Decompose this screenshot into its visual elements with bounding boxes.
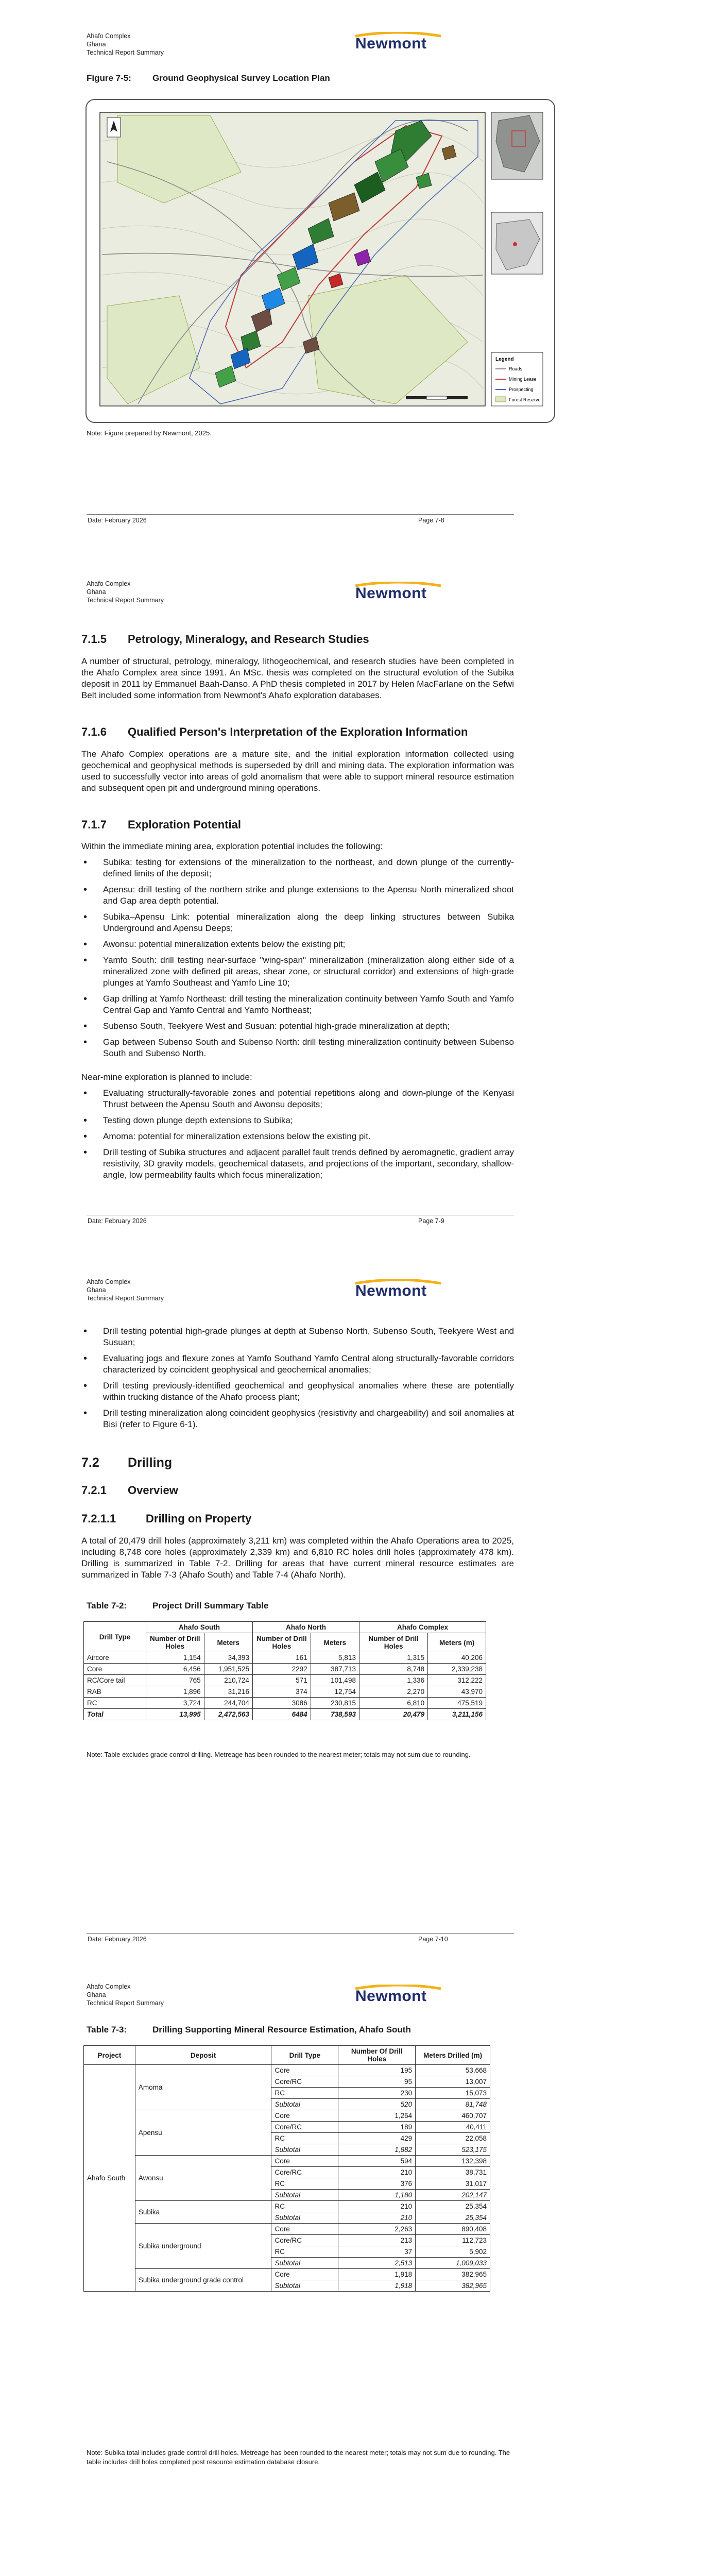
- column-header: Meters: [204, 1633, 252, 1652]
- table-row: [84, 1652, 486, 1664]
- holes-cell: 189: [338, 2122, 416, 2133]
- column-header: Drill Type: [84, 1622, 146, 1652]
- column-header: Deposit: [135, 2046, 271, 2065]
- header-line1: Ahafo Complex: [87, 1278, 131, 1285]
- table-row: [84, 2110, 490, 2122]
- drill-type-cell: Core: [271, 2269, 338, 2280]
- table-row: [84, 2201, 490, 2212]
- value-cell: 12,754: [311, 1686, 359, 1698]
- holes-cell: 210: [338, 2212, 416, 2224]
- table-row: [84, 2156, 490, 2167]
- figure-caption: [87, 73, 330, 83]
- column-header: Meters (m): [428, 1633, 486, 1652]
- meters-cell: 523,175: [416, 2144, 490, 2156]
- drill-type-cell: RC: [84, 1698, 146, 1709]
- value-cell: 1,336: [359, 1675, 427, 1686]
- figure-title: Ground Geophysical Survey Location Plan: [152, 73, 330, 83]
- survey-location-map: [85, 99, 555, 423]
- value-cell: 5,813: [311, 1652, 359, 1664]
- value-cell: 1,154: [146, 1652, 204, 1664]
- section-heading-7-1-6: 7.1.6 Qualified Person's Interpretation of the Exploration Information: [81, 725, 468, 738]
- page-header: [87, 1278, 164, 1302]
- value-cell: 230,815: [311, 1698, 359, 1709]
- drill-type-cell: RC: [271, 2201, 338, 2212]
- drill-type-cell: Core/RC: [271, 2076, 338, 2088]
- list-item: • Evaluating jogs and flexure zones at Yamfo Southand Yamfo Central along structurally-favorable corridors characterized by coincident geophysical and geochemical anomalies;: [81, 1353, 514, 1376]
- newmont-logo: [344, 1279, 447, 1304]
- drill-type-cell: Subtotal: [271, 2258, 338, 2269]
- legend-item-mining-lease: Mining Lease: [509, 377, 537, 382]
- drill-type-cell: Core: [271, 2110, 338, 2122]
- holes-cell: 1,264: [338, 2110, 416, 2122]
- holes-cell: 1,918: [338, 2269, 416, 2280]
- meters-cell: 31,017: [416, 2178, 490, 2190]
- drill-type-cell: Subtotal: [271, 2280, 338, 2292]
- ahafo-south-drilling-table: [83, 2045, 490, 2292]
- holes-cell: 2,513: [338, 2258, 416, 2269]
- holes-cell: 230: [338, 2088, 416, 2099]
- value-cell: 387,713: [311, 1664, 359, 1675]
- total-cell: 3,211,156: [428, 1709, 486, 1720]
- meters-cell: 1,009,033: [416, 2258, 490, 2269]
- meters-cell: 112,723: [416, 2235, 490, 2246]
- value-cell: 210,724: [204, 1675, 252, 1686]
- legend-title: Legend: [495, 357, 514, 362]
- list-item: • Amoma: potential for mineralization extensions below the existing pit.: [81, 1131, 514, 1142]
- drill-summary-table: [83, 1621, 486, 1720]
- holes-cell: 520: [338, 2099, 416, 2110]
- section-7-2-1-1-text: A total of 20,479 drill holes (approximately 3,211 km) was completed within the Ahafo Operations area to 2025, including 8,748 core holes (approximately 2,339 km) and 6,810 RC holes drill holes (approximately 478 km). Drilling is summarized in Table 7-2. Drilling for areas that have current mineral resource estimates are summarized in Table 7-3 (Ahafo South) and Table 7-4 (Ahafo North).: [81, 1536, 514, 1580]
- section-heading-7-2: 7.2 Drilling: [81, 1455, 173, 1470]
- drill-type-cell: Core: [271, 2224, 338, 2235]
- newmont-logo: [344, 582, 447, 606]
- list-item: • Gap drilling at Yamfo Northeast: drill testing the mineralization continuity between Yamfo South and Yamfo Central Gap and Yamfo Central and Yamfo Northeast;: [81, 993, 514, 1016]
- holes-cell: 95: [338, 2076, 416, 2088]
- list-item: • Gap between Subenso South and Subenso North: drill testing mineralization continuity between Subenso South and Subenso North.: [81, 1037, 514, 1059]
- value-cell: 161: [252, 1652, 311, 1664]
- total-cell: 738,593: [311, 1709, 359, 1720]
- meters-cell: 25,354: [416, 2212, 490, 2224]
- logo-text: Newmont: [355, 585, 427, 602]
- list-item: • Subika: testing for extensions of the mineralization to the northeast, and down plunge of the currently-defined limits of the deposit;: [81, 857, 514, 879]
- list-item: • Yamfo South: drill testing near-surface "wing-span" mineralization (mineralization along either side of a mineralized zone with defined pit areas, shear zone, or structural corridor) and extensions of high-grade plunges at Yamfo Southeast and Yamfo Line 10;: [81, 955, 514, 989]
- holes-cell: 429: [338, 2133, 416, 2144]
- list-item: • Awonsu: potential mineralization extents below the existing pit;: [81, 939, 514, 950]
- footer-page: Page 7-10: [418, 1936, 448, 1943]
- value-cell: 765: [146, 1675, 204, 1686]
- value-cell: 312,222: [428, 1675, 486, 1686]
- footer-page: Page 7-9: [418, 1217, 444, 1225]
- header-line3: Technical Report Summary: [87, 597, 164, 604]
- column-header: Meters Drilled (m): [416, 2046, 490, 2065]
- page-7-9: [0, 554, 703, 1234]
- meters-cell: 22,058: [416, 2133, 490, 2144]
- meters-cell: 382,965: [416, 2280, 490, 2292]
- meters-cell: 202,147: [416, 2190, 490, 2201]
- meters-cell: 40,411: [416, 2122, 490, 2133]
- drill-type-cell: RC: [271, 2246, 338, 2258]
- value-cell: 374: [252, 1686, 311, 1698]
- list-item: • Evaluating structurally-favorable zones and potential repetitions along and down-plunge of the Kenyasi Thrust between the Apensu South and Awonsu deposits;: [81, 1088, 514, 1110]
- project-cell: Ahafo South: [84, 2065, 135, 2292]
- drill-type-cell: Core/RC: [271, 2235, 338, 2246]
- meters-cell: 81,748: [416, 2099, 490, 2110]
- section-heading-7-1-7: 7.1.7 Exploration Potential: [81, 818, 242, 831]
- header-line1: Ahafo Complex: [87, 32, 131, 40]
- value-cell: 1,315: [359, 1652, 427, 1664]
- list-item: • Drill testing of Subika structures and adjacent parallel fault trends defined by aeromagnetic, gradient array resistivity, 3D gravity models, geochemical datasets, and projections of the important, secondary, shallow-angle, low permeability faults which focus mineralization;: [81, 1147, 514, 1181]
- value-cell: 1,896: [146, 1686, 204, 1698]
- value-cell: 475,519: [428, 1698, 486, 1709]
- total-cell: 20,479: [359, 1709, 427, 1720]
- section-7-1-5-text: A number of structural, petrology, mineralogy, lithogeochemical, and research studies have been completed in the Ahafo Complex area since 1991. An MSc. thesis was completed on the structural evolution of the Subika deposit in 2011 by Emmanuel Baah-Danso. A PhD thesis completed in 2017 by Helen MacFarlane on the Sefwi Belt included some information from Newmont's Ahafo exploration databases.: [81, 656, 514, 700]
- footer-date: Date: February 2026: [88, 1936, 147, 1943]
- footer-rule: [87, 1933, 514, 1934]
- table-caption: Table 7-3: Drilling Supporting Mineral Resource Estimation, Ahafo South: [87, 2025, 411, 2035]
- deposit-cell: Amoma: [135, 2065, 271, 2110]
- page-7-11: [0, 1953, 703, 2576]
- value-cell: 2,270: [359, 1686, 427, 1698]
- drill-type-cell: Core/RC: [271, 2122, 338, 2133]
- column-header: Meters: [311, 1633, 359, 1652]
- drill-type-cell: Core: [271, 2065, 338, 2076]
- list-item: • Subika–Apensu Link: potential mineralization along the deep linking structures between Subika Underground and Apensu Deeps;: [81, 911, 514, 934]
- table-header-row: [84, 2046, 490, 2065]
- value-cell: 2,339,238: [428, 1664, 486, 1675]
- header-line1: Ahafo Complex: [87, 580, 131, 587]
- list-item: • Subenso South, Teekyere West and Susuan: potential high-grade mineralization at depth;: [81, 1021, 514, 1032]
- total-cell: 13,995: [146, 1709, 204, 1720]
- newmont-logo: [344, 32, 447, 57]
- header-line3: Technical Report Summary: [87, 1295, 164, 1302]
- value-cell: 3086: [252, 1698, 311, 1709]
- header-line2: Ghana: [87, 41, 106, 48]
- column-header: Number of Drill Holes: [359, 1633, 427, 1652]
- section-7-1-6-text: The Ahafo Complex operations are a mature site, and the initial exploration information collected using geochemical and geophysical methods is superseded by drill and mining data. The exploration information was used to successfully vector into areas of gold anomalism that were able to support mineral resource estimation and subsequent open pit and underground mining operations.: [81, 749, 514, 793]
- table-body: [84, 2065, 490, 2292]
- page-7-8: [0, 0, 703, 554]
- meters-cell: 25,354: [416, 2201, 490, 2212]
- logo-text: Newmont: [355, 1988, 427, 2005]
- header-line1: Ahafo Complex: [87, 1983, 131, 1990]
- meters-cell: 460,707: [416, 2110, 490, 2122]
- value-cell: 40,206: [428, 1652, 486, 1664]
- section-heading-7-2-1: 7.2.1 Overview: [81, 1484, 178, 1497]
- value-cell: 6,456: [146, 1664, 204, 1675]
- table-row: [84, 2065, 490, 2076]
- table-row: [84, 2224, 490, 2235]
- holes-cell: 594: [338, 2156, 416, 2167]
- column-header: Drill Type: [271, 2046, 338, 2065]
- column-header: Project: [84, 2046, 135, 2065]
- value-cell: 571: [252, 1675, 311, 1686]
- scale-bar: [406, 396, 468, 399]
- column-header: Number of Drill Holes: [146, 1633, 204, 1652]
- holes-cell: 2,263: [338, 2224, 416, 2235]
- drill-type-cell: RAB: [84, 1686, 146, 1698]
- deposit-cell: Subika underground: [135, 2224, 271, 2269]
- section-heading-7-2-1-1: 7.2.1.1 Drilling on Property: [81, 1512, 252, 1525]
- drill-type-cell: Total: [84, 1709, 146, 1720]
- drill-type-cell: RC: [271, 2178, 338, 2190]
- meters-cell: 13,007: [416, 2076, 490, 2088]
- drill-type-cell: Core: [84, 1664, 146, 1675]
- exploration-potential-list: [81, 857, 514, 1064]
- page-header: [87, 580, 164, 604]
- drill-type-cell: Subtotal: [271, 2212, 338, 2224]
- table-row: [84, 2269, 490, 2280]
- drill-type-cell: Subtotal: [271, 2144, 338, 2156]
- footer-date: Date: February 2026: [88, 1217, 147, 1225]
- total-cell: 2,472,563: [204, 1709, 252, 1720]
- legend-item-prospecting: Prospecting: [509, 387, 534, 392]
- holes-cell: 376: [338, 2178, 416, 2190]
- drill-type-cell: RC: [271, 2133, 338, 2144]
- page-7-10: [0, 1234, 703, 1953]
- near-mine-list-continued: [81, 1326, 514, 1435]
- legend-item-roads: Roads: [509, 366, 523, 371]
- holes-cell: 213: [338, 2235, 416, 2246]
- value-cell: 34,393: [204, 1652, 252, 1664]
- holes-cell: 195: [338, 2065, 416, 2076]
- logo-text: Newmont: [355, 1282, 427, 1299]
- meters-cell: 890,408: [416, 2224, 490, 2235]
- value-cell: 31,216: [204, 1686, 252, 1698]
- list-item: • Testing down plunge depth extensions to Subika;: [81, 1115, 514, 1126]
- column-header: Number Of Drill Holes: [338, 2046, 416, 2065]
- table-header-row: [84, 1622, 486, 1633]
- logo-text: Newmont: [355, 35, 427, 52]
- map-graphic: [87, 100, 554, 422]
- drill-type-cell: Subtotal: [271, 2099, 338, 2110]
- column-group-header: Ahafo South: [146, 1622, 252, 1633]
- legend-item-forest-reserve: Forest Reserve: [509, 397, 541, 402]
- table-total-row: [84, 1709, 486, 1720]
- drill-type-cell: Subtotal: [271, 2190, 338, 2201]
- page-header: [87, 32, 164, 57]
- near-mine-intro: Near-mine exploration is planned to include:: [81, 1072, 252, 1082]
- holes-cell: 210: [338, 2201, 416, 2212]
- drill-type-cell: Core/RC: [271, 2167, 338, 2178]
- value-cell: 2292: [252, 1664, 311, 1675]
- deposit-cell: Subika: [135, 2201, 271, 2224]
- page-header: [87, 1982, 164, 2007]
- table-row: [84, 1686, 486, 1698]
- table-body: [84, 1652, 486, 1720]
- footer-page: Page 7-8: [418, 517, 444, 524]
- list-item: • Drill testing mineralization along coincident geophysics (resistivity and chargeability) and soil anomalies at Bisi (refer to Figure 6-1).: [81, 1408, 514, 1430]
- header-line2: Ghana: [87, 1286, 106, 1294]
- list-item: • Apensu: drill testing of the northern strike and plunge extensions to the Apensu North mineralized shoot and Gap area depth potential.: [81, 884, 514, 907]
- value-cell: 3,724: [146, 1698, 204, 1709]
- meters-cell: 15,073: [416, 2088, 490, 2099]
- drill-type-cell: Core: [271, 2156, 338, 2167]
- meters-cell: 132,398: [416, 2156, 490, 2167]
- value-cell: 101,498: [311, 1675, 359, 1686]
- header-line3: Technical Report Summary: [87, 1999, 164, 2007]
- total-cell: 6484: [252, 1709, 311, 1720]
- deposit-cell: Subika underground grade control: [135, 2269, 271, 2292]
- value-cell: 1,951,525: [204, 1664, 252, 1675]
- header-line3: Technical Report Summary: [87, 49, 164, 56]
- footer-rule: [87, 514, 514, 515]
- section-7-1-7-intro: Within the immediate mining area, exploration potential includes the following:: [81, 841, 383, 851]
- holes-cell: 37: [338, 2246, 416, 2258]
- figure-label: Figure 7-5:: [87, 73, 131, 83]
- header-line2: Ghana: [87, 588, 106, 596]
- newmont-logo: [344, 1985, 447, 2009]
- table-row: [84, 1698, 486, 1709]
- meters-cell: 53,668: [416, 2065, 490, 2076]
- list-item: • Drill testing previously-identified geochemical and geophysical anomalies where these are potentially within trucking distance of the Ahafo process plant;: [81, 1380, 514, 1403]
- drill-type-cell: RC: [271, 2088, 338, 2099]
- value-cell: 244,704: [204, 1698, 252, 1709]
- drill-type-cell: RC/Core tail: [84, 1675, 146, 1686]
- header-line2: Ghana: [87, 1991, 106, 1998]
- north-arrow-icon: [107, 117, 121, 137]
- near-mine-list: [81, 1088, 514, 1185]
- deposit-cell: Awonsu: [135, 2156, 271, 2201]
- value-cell: 8,748: [359, 1664, 427, 1675]
- section-heading-7-1-5: 7.1.5 Petrology, Mineralogy, and Research Studies: [81, 633, 369, 646]
- deposit-cell: Apensu: [135, 2110, 271, 2156]
- figure-note: Note: Figure prepared by Newmont, 2025.: [87, 429, 212, 437]
- meters-cell: 382,965: [416, 2269, 490, 2280]
- table-row: [84, 1675, 486, 1686]
- table-row: [84, 1664, 486, 1675]
- list-item: • Drill testing potential high-grade plunges at depth at Subenso North, Subenso South, Teekyere West and Susuan;: [81, 1326, 514, 1348]
- footer-date: Date: February 2026: [88, 517, 147, 524]
- table-note: Note: Subika total includes grade control drill holes. Metreage has been rounded to the nearest meter; totals may not sum due to rounding. The table includes drill holes completed post resource estimation database closure.: [87, 2449, 510, 2466]
- value-cell: 6,810: [359, 1698, 427, 1709]
- column-header: Number of Drill Holes: [252, 1633, 311, 1652]
- column-group-header: Ahafo North: [252, 1622, 359, 1633]
- meters-cell: 5,902: [416, 2246, 490, 2258]
- holes-cell: 1,882: [338, 2144, 416, 2156]
- meters-cell: 38,731: [416, 2167, 490, 2178]
- drill-type-cell: Aircore: [84, 1652, 146, 1664]
- table-caption: Table 7-2: Project Drill Summary Table: [87, 1601, 269, 1611]
- value-cell: 43,970: [428, 1686, 486, 1698]
- table-note: Note: Table excludes grade control drilling. Metreage has been rounded to the nearest meter; totals may not sum due to rounding.: [87, 1751, 471, 1758]
- holes-cell: 1,918: [338, 2280, 416, 2292]
- column-group-header: Ahafo Complex: [359, 1622, 486, 1633]
- holes-cell: 210: [338, 2167, 416, 2178]
- holes-cell: 1,180: [338, 2190, 416, 2201]
